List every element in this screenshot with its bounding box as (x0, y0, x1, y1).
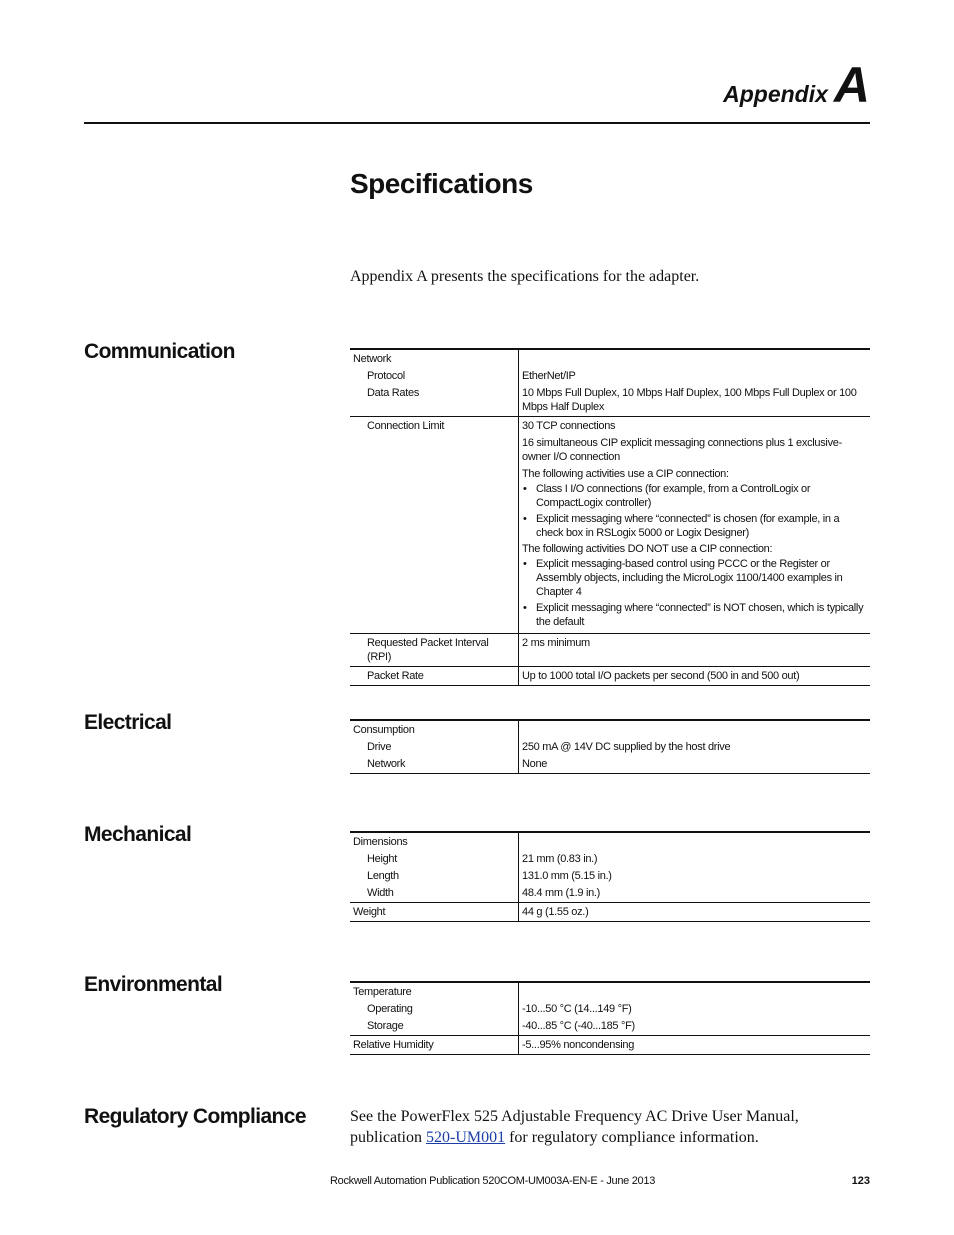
section-heading-mechanical: Mechanical (84, 823, 192, 846)
spec-value: Up to 1000 total I/O packets per second (500 in and 500 out) (519, 667, 871, 686)
intro-text: Appendix A presents the specifications for the adapter. (350, 268, 700, 285)
section-heading-communication: Communication (84, 340, 235, 363)
page-title: Specifications (350, 168, 533, 199)
spec-value: 44 g (1.55 oz.) (519, 903, 871, 922)
table-row (350, 832, 870, 903)
spec-value: -10...50 °C (14...149 °F) -40...85 °C (-40...185 °F) (522, 1003, 635, 1032)
table-row (350, 667, 870, 686)
spec-label: Temperature Operating Storage (350, 982, 519, 1036)
electrical-table (350, 719, 870, 774)
spec-value: EtherNet/IP 10 Mbps Full Duplex, 10 Mbps Half Duplex, 100 Mbps Full Duplex or 100 Mbps Half Duplex (522, 370, 857, 413)
list-item: • Explicit messaging where “connected” is NOT chosen, which is typically the default (522, 601, 867, 629)
spec-value: 250 mA @ 14V DC supplied by the host drive None (522, 741, 731, 770)
spec-label: Relative Humidity (350, 1036, 519, 1055)
table-row (350, 349, 870, 417)
spec-value: -5...95% noncondensing (519, 1036, 871, 1055)
table-row (350, 903, 870, 922)
table-row (350, 982, 870, 1036)
table-row (350, 720, 870, 774)
publication-link[interactable]: 520-UM001 (425, 1129, 506, 1146)
appendix-word: Appendix (723, 81, 828, 107)
spec-label: Network Protocol Data Rates (350, 349, 519, 417)
list-item: • Explicit messaging where “connected” is chosen (for example, in a check box in RSLogix 5000 or Logix Designer) (522, 512, 867, 540)
spec-label: Weight (350, 903, 519, 922)
regulatory-text: See the PowerFlex 525 Adjustable Frequency AC Drive User Manual, publication 520-UM001 for regulatory compliance information. (350, 1108, 799, 1146)
section-heading-electrical: Electrical (84, 711, 172, 734)
list-item: • Class I I/O connections (for example, from a ControlLogix or CompactLogix controller) (522, 482, 867, 510)
mechanical-table (350, 831, 870, 922)
spec-label: Dimensions Height Length Width (350, 832, 519, 903)
footer-publication: Rockwell Automation Publication 520COM-UM003A-EN-E - June 2013 (330, 1175, 656, 1187)
table-row (350, 634, 870, 667)
section-heading-environmental: Environmental (84, 973, 223, 996)
table-row (350, 1036, 870, 1055)
environmental-table (350, 981, 870, 1055)
communication-table (350, 348, 870, 686)
table-row (350, 417, 870, 634)
appendix-label (723, 56, 870, 114)
header-rule (84, 122, 870, 124)
spec-value: 30 TCP connections 16 simultaneous CIP explicit messaging connections plus 1 exclusive-owner I/O connection The following activities use a CIP connection: • Class I I/O connections (for example, from a ControlLogix or CompactLogix controller) • Explicit messaging where “connected” is chosen (for example, in a check box in RSLogix 5000 or Logix Designer) The following activities DO NOT use a CIP connection: • Explicit messaging-based control using PCCC or the Register or Assembly objects, including the MicroLogix 1100/1400 examples in Chapter 4 • Explicit messaging where “connected” is NOT chosen, which is typically the default (519, 417, 871, 634)
appendix-letter: A (833, 57, 870, 113)
page-number: 123 (851, 1175, 870, 1187)
spec-label: Packet Rate (350, 667, 519, 686)
list-item: • Explicit messaging-based control using PCCC or the Register or Assembly objects, including the MicroLogix 1100/1400 examples in Chapter 4 (522, 557, 867, 599)
spec-label: Connection Limit (350, 417, 519, 634)
spec-label: Requested Packet Interval (RPI) (350, 634, 519, 667)
spec-label: Consumption Drive Network (350, 720, 519, 774)
spec-value: 21 mm (0.83 in.) 131.0 mm (5.15 in.) 48.4 mm (1.9 in.) (522, 853, 612, 899)
spec-value: 2 ms minimum (519, 634, 871, 667)
section-heading-regulatory: Regulatory Compliance (84, 1105, 306, 1128)
